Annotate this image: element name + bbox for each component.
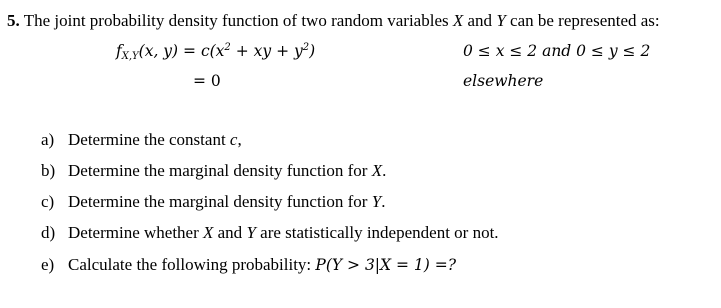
part-letter: b) — [41, 161, 56, 180]
question-intro: The joint probability density function of two random variables — [23, 11, 449, 30]
question-number: 5. — [7, 11, 20, 30]
variable-x: X — [452, 11, 464, 30]
part-text: Determine the marginal density function for — [68, 192, 368, 211]
pdf-lhs-args: (x, y) = c(x — [138, 42, 225, 60]
part-variable: Y — [246, 223, 256, 242]
pdf-domain: 0 ≤ x ≤ 2 and 0 ≤ y ≤ 2 — [463, 42, 651, 60]
pdf-equation — [116, 41, 315, 61]
part-letter: d) — [41, 223, 56, 242]
variable-y: Y — [496, 11, 506, 30]
part-text: Calculate the following probability: — [68, 255, 312, 274]
conjunction: and — [467, 11, 493, 30]
part-variable: X — [203, 223, 214, 242]
pdf-elsewhere: elsewhere — [463, 72, 544, 90]
question-heading — [7, 11, 660, 31]
part-letter: c) — [41, 192, 55, 211]
part-letter: a) — [41, 130, 55, 149]
part-variable: Y — [371, 192, 382, 211]
part-letter: e) — [41, 255, 55, 274]
part-text: Determine the marginal density function for — [68, 161, 368, 180]
square-exponent-2: 2 — [302, 42, 310, 53]
pdf-zero: = 0 — [193, 72, 221, 90]
part-text: Determine whether — [68, 223, 199, 242]
part-math: P(Y > 3|X = 1) =? — [315, 256, 457, 274]
part-variable: X — [371, 161, 383, 180]
pdf-function: f — [116, 42, 122, 60]
pdf-subscript: X,Y — [121, 51, 139, 62]
part-math: c — [229, 130, 238, 149]
part-text: are statistically independent or not. — [260, 223, 499, 242]
pdf-middle-terms: + xy + y — [230, 42, 303, 60]
pdf-close-paren: ) — [309, 42, 316, 60]
part-text: Determine the constant — [68, 130, 226, 149]
square-exponent-1: 2 — [224, 42, 231, 53]
question-intro-end: can be represented as: — [510, 11, 660, 30]
